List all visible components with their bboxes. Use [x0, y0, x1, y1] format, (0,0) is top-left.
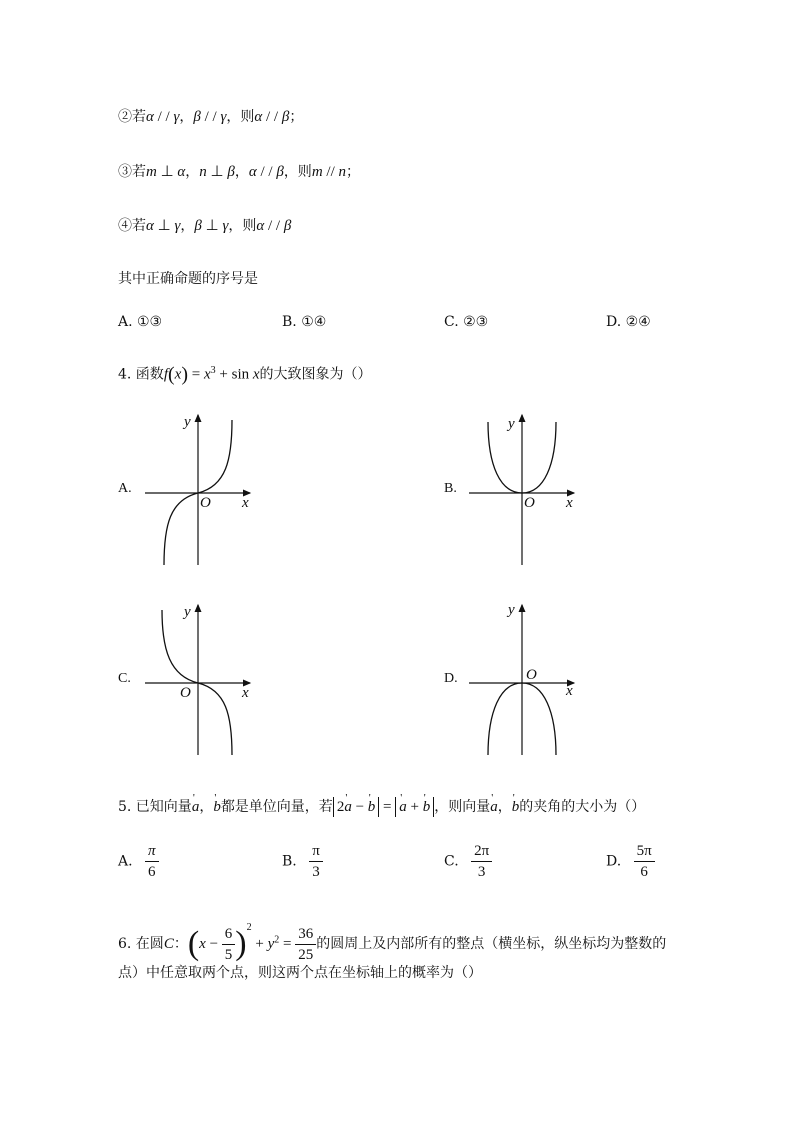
perpendicular-symbol: ⊥ — [206, 164, 228, 180]
symbol-beta: β — [283, 218, 292, 234]
q3-option-c[interactable]: C. ②③ — [444, 314, 489, 330]
q5-option-d[interactable] — [606, 843, 655, 880]
exponent: 2 — [246, 922, 252, 933]
y-axis-label: y — [508, 416, 515, 432]
variable-x: x — [174, 366, 182, 383]
option-fraction — [309, 843, 323, 880]
question-6-tail: 的圆周上及内部所有的整点（横坐标，纵坐标均为整数的 — [316, 936, 667, 952]
function-f: f — [163, 366, 168, 383]
x-axis-label: x — [242, 685, 249, 701]
parallel-symbol: // — [322, 164, 339, 180]
question-6: 6. 在圆C：(x − $\frac{6}{5}$ )$^2 + y^2$ = $\frac{36}{25}$ 的圆周上及内部所有的整点（横坐标，纵坐标均为整数的 — [118, 922, 667, 963]
symbol-m: m — [311, 164, 323, 180]
perpendicular-symbol: ⊥ — [156, 164, 178, 180]
option-fraction — [634, 843, 655, 880]
symbol-alpha: α — [248, 164, 257, 180]
separator: ， — [199, 799, 214, 815]
question-5-tail: 的夹角的大小为（） — [519, 799, 646, 815]
terminator: ； — [289, 109, 304, 125]
option-label: C. — [444, 853, 459, 870]
origin-label: O — [180, 685, 191, 701]
option-label: D. — [606, 853, 622, 870]
symbol-alpha: α — [254, 109, 263, 125]
parallel-symbol: / / — [264, 218, 284, 234]
perpendicular-symbol: ⊥ — [201, 218, 223, 234]
fraction-36-25 — [295, 926, 316, 963]
symbol-n: n — [199, 164, 207, 180]
question-6-line-2: 点）中任意取两个点，则这两个点在坐标轴上的概率为（） — [118, 965, 482, 981]
equals-sign: = — [188, 366, 204, 383]
numerator: 5π — [634, 843, 655, 862]
question-4-number: 4. 函数 — [118, 366, 164, 383]
denominator: 5 — [224, 946, 233, 963]
separator: ， — [234, 164, 249, 180]
vector-b: ' b — [423, 797, 431, 817]
variable-y: y — [267, 936, 275, 952]
graph-c-label[interactable]: C. — [118, 671, 131, 686]
plus-sign: + — [406, 799, 423, 815]
parallel-symbol: / / — [200, 109, 221, 125]
x-axis-label: x — [242, 495, 249, 511]
symbol-gamma: γ — [222, 218, 229, 234]
graph-a — [140, 410, 260, 570]
question-5-mid: 都是单位向量，若 — [220, 799, 333, 815]
vector-a: ' a — [192, 798, 200, 816]
q5-option-a[interactable] — [118, 843, 159, 880]
exponent: 2 — [274, 934, 280, 946]
graph-b-label[interactable]: B. — [444, 481, 457, 496]
graph-d — [464, 600, 584, 760]
symbol-gamma: γ — [173, 109, 180, 125]
vector-b: ' b — [368, 797, 376, 817]
question-line: 其中正确命题的序号是 — [118, 271, 258, 287]
symbol-beta: β — [193, 109, 201, 125]
minus-sign: − — [351, 799, 368, 815]
separator: ， — [179, 109, 194, 125]
q3-option-a[interactable]: A. ①③ — [118, 314, 163, 330]
separator: ， — [497, 799, 512, 815]
variable-x: x — [203, 366, 211, 383]
question-5-then: ，则向量 — [434, 799, 491, 815]
separator: ， — [185, 164, 200, 180]
question-5 — [118, 797, 645, 817]
option-label: B. — [282, 853, 297, 870]
symbol-beta: β — [227, 164, 235, 180]
exponent: 3 — [210, 365, 216, 376]
question-5-number: 5. 已知向量 — [118, 799, 192, 815]
parallel-symbol: / / — [256, 164, 277, 180]
numerator: 2π — [471, 843, 492, 862]
perpendicular-symbol: ⊥ — [153, 218, 175, 234]
question-4-tail: 的大致图象为（） — [259, 366, 372, 383]
question-4: 4. 函数$f(x) = x^3 + \sin x$的大致图象为（） — [118, 363, 372, 386]
proposition-3 — [118, 163, 360, 181]
x-axis-label: x — [566, 683, 573, 699]
vector-a: ' a — [490, 798, 498, 816]
separator: ，则 — [228, 218, 257, 234]
y-axis-label: y — [508, 602, 515, 618]
option-fraction — [145, 843, 159, 880]
minus-sign: − — [205, 936, 222, 952]
proposition-4 — [118, 217, 291, 235]
option-fraction — [471, 843, 492, 880]
symbol-alpha: α — [177, 164, 186, 180]
proposition-2 — [118, 108, 303, 126]
proposition-3-prefix: ③若 — [118, 164, 146, 180]
symbol-beta: β — [281, 109, 290, 125]
q5-option-c[interactable] — [444, 843, 492, 880]
graph-d-label[interactable]: D. — [444, 671, 458, 686]
separator: ，则 — [283, 164, 312, 180]
plus-sin: + sin — [215, 366, 253, 383]
equals-sign: = — [379, 799, 396, 815]
denominator: 3 — [477, 864, 486, 880]
parallel-symbol: / / — [262, 109, 282, 125]
graph-c — [140, 600, 260, 760]
proposition-2-prefix: ②若 — [118, 109, 146, 125]
coefficient-2: 2 — [336, 799, 345, 815]
equals-sign: = — [279, 936, 296, 952]
q3-option-b[interactable]: B. ①④ — [282, 314, 327, 330]
symbol-gamma: γ — [174, 218, 181, 234]
y-axis-label: y — [184, 414, 191, 430]
q3-option-d[interactable]: D. ②④ — [606, 314, 651, 330]
question-6-number: 6. 在圆 — [118, 936, 164, 952]
numerator: π — [145, 843, 159, 862]
circle-c: C — [163, 936, 174, 952]
symbol-alpha: α — [146, 109, 154, 125]
abs-a-plus-b — [395, 797, 434, 817]
origin-label: O — [200, 495, 211, 511]
separator: ， — [180, 218, 195, 234]
variable-x: x — [199, 936, 206, 952]
symbol-gamma: γ — [220, 109, 227, 125]
vector-a: ' a — [344, 797, 352, 817]
origin-label: O — [526, 667, 537, 683]
proposition-4-prefix: ④若 — [118, 218, 146, 234]
parallel-symbol: / / — [153, 109, 174, 125]
origin-label: O — [524, 495, 535, 511]
separator: ，则 — [226, 109, 255, 125]
denominator: 25 — [298, 946, 314, 963]
numerator: 6 — [222, 926, 236, 945]
symbol-alpha: α — [256, 218, 265, 234]
denominator: 3 — [312, 864, 320, 880]
abs-2a-minus-b — [333, 797, 379, 817]
symbol-beta: β — [276, 164, 284, 180]
colon: ： — [173, 936, 188, 952]
variable-x: x — [252, 366, 260, 383]
plus-sign: + — [251, 936, 268, 952]
denominator: 6 — [148, 864, 156, 880]
graph-a-label[interactable]: A. — [118, 481, 132, 496]
symbol-alpha: α — [146, 218, 154, 234]
vector-b: ' b — [213, 798, 221, 816]
denominator: 6 — [640, 864, 648, 880]
graph-b — [464, 410, 584, 570]
y-axis-label: y — [184, 604, 191, 620]
symbol-beta: β — [194, 218, 202, 234]
symbol-n: n — [338, 164, 346, 180]
vector-a: ' a — [399, 797, 407, 817]
vector-b: ' b — [512, 798, 520, 816]
numerator: 36 — [295, 926, 316, 945]
q5-option-b[interactable] — [282, 843, 323, 880]
option-label: A. — [118, 853, 133, 870]
x-axis-label: x — [566, 495, 573, 511]
fraction-6-5 — [222, 926, 236, 963]
terminator: ； — [346, 164, 360, 180]
symbol-m: m — [146, 164, 157, 180]
numerator: π — [309, 843, 323, 862]
